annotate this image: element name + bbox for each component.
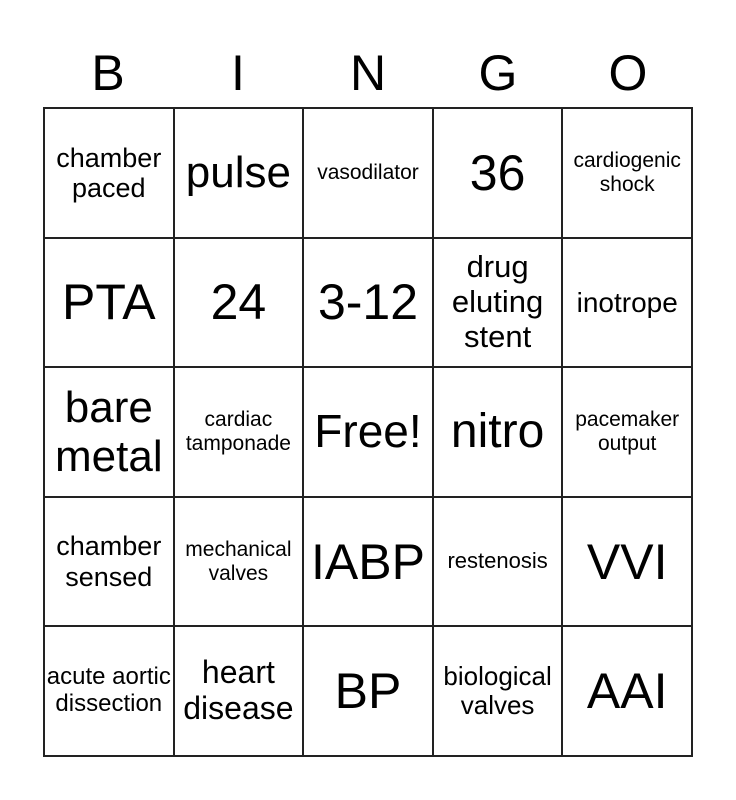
bingo-cell[interactable] [433, 367, 563, 497]
bingo-card-grid [43, 107, 693, 757]
header-letter-o: O [608, 45, 648, 101]
bingo-cell[interactable] [174, 367, 304, 497]
bingo-cell-text: AAI [586, 663, 668, 720]
bingo-cell[interactable] [433, 497, 563, 627]
bingo-cell[interactable] [562, 497, 692, 627]
bingo-cell-text: cardiogenic shock [573, 149, 681, 196]
bingo-cell[interactable] [303, 626, 433, 756]
bingo-cell-text: 3-12 [317, 274, 419, 331]
bingo-cell-text: pacemaker output [575, 408, 680, 455]
bingo-cell-text: inotrope [576, 286, 678, 318]
bingo-cell-text: biological valves [443, 661, 552, 721]
bingo-cell[interactable] [303, 108, 433, 238]
bingo-cell-text: cardiac tamponade [185, 408, 291, 455]
bingo-cell-text: restenosis [447, 548, 548, 574]
bingo-cell-text: drug eluting stent [451, 249, 544, 354]
bingo-cell[interactable] [174, 497, 304, 627]
bingo-cell-text: mechanical valves [185, 538, 292, 585]
header-letter-b: B [91, 45, 125, 101]
bingo-cell[interactable] [562, 367, 692, 497]
bingo-cell-text: bare metal [55, 382, 163, 481]
bingo-header [43, 42, 693, 104]
bingo-cell[interactable] [44, 238, 174, 368]
bingo-cell-text: chamber paced [56, 142, 162, 203]
bingo-cell-text: VVI [586, 533, 668, 590]
bingo-cell-text: heart disease [183, 654, 294, 727]
bingo-cell[interactable] [433, 108, 563, 238]
bingo-cell-text: IABP [311, 533, 425, 590]
bingo-cell[interactable] [44, 108, 174, 238]
bingo-cell[interactable] [433, 238, 563, 368]
bingo-cell-text: acute aortic dissection [46, 663, 171, 718]
bingo-cell[interactable] [44, 626, 174, 756]
bingo-cell[interactable] [433, 626, 563, 756]
bingo-cell[interactable] [174, 626, 304, 756]
bingo-cell[interactable] [44, 367, 174, 497]
bingo-cell[interactable] [303, 367, 433, 497]
bingo-cell[interactable] [174, 238, 304, 368]
bingo-cell[interactable] [303, 238, 433, 368]
bingo-cell-text: 24 [210, 274, 267, 331]
header-letter-n: N [349, 45, 387, 101]
bingo-cell-text: PTA [62, 274, 156, 331]
bingo-cell-text: nitro [450, 405, 545, 459]
bingo-cell-text: Free! [314, 405, 422, 458]
bingo-cell-text: BP [334, 663, 402, 720]
bingo-cell[interactable] [44, 497, 174, 627]
bingo-cell-text: 36 [469, 144, 526, 201]
bingo-cell[interactable] [562, 108, 692, 238]
bingo-cell-text: vasodilator [317, 161, 419, 185]
bingo-cell-text: chamber sensed [56, 531, 162, 592]
bingo-cell[interactable] [174, 108, 304, 238]
header-letter-g: G [478, 45, 518, 101]
bingo-cell-text: pulse [185, 148, 291, 198]
header-letter-i: I [231, 45, 245, 101]
bingo-cell[interactable] [562, 238, 692, 368]
bingo-cell[interactable] [303, 497, 433, 627]
bingo-cell[interactable] [562, 626, 692, 756]
